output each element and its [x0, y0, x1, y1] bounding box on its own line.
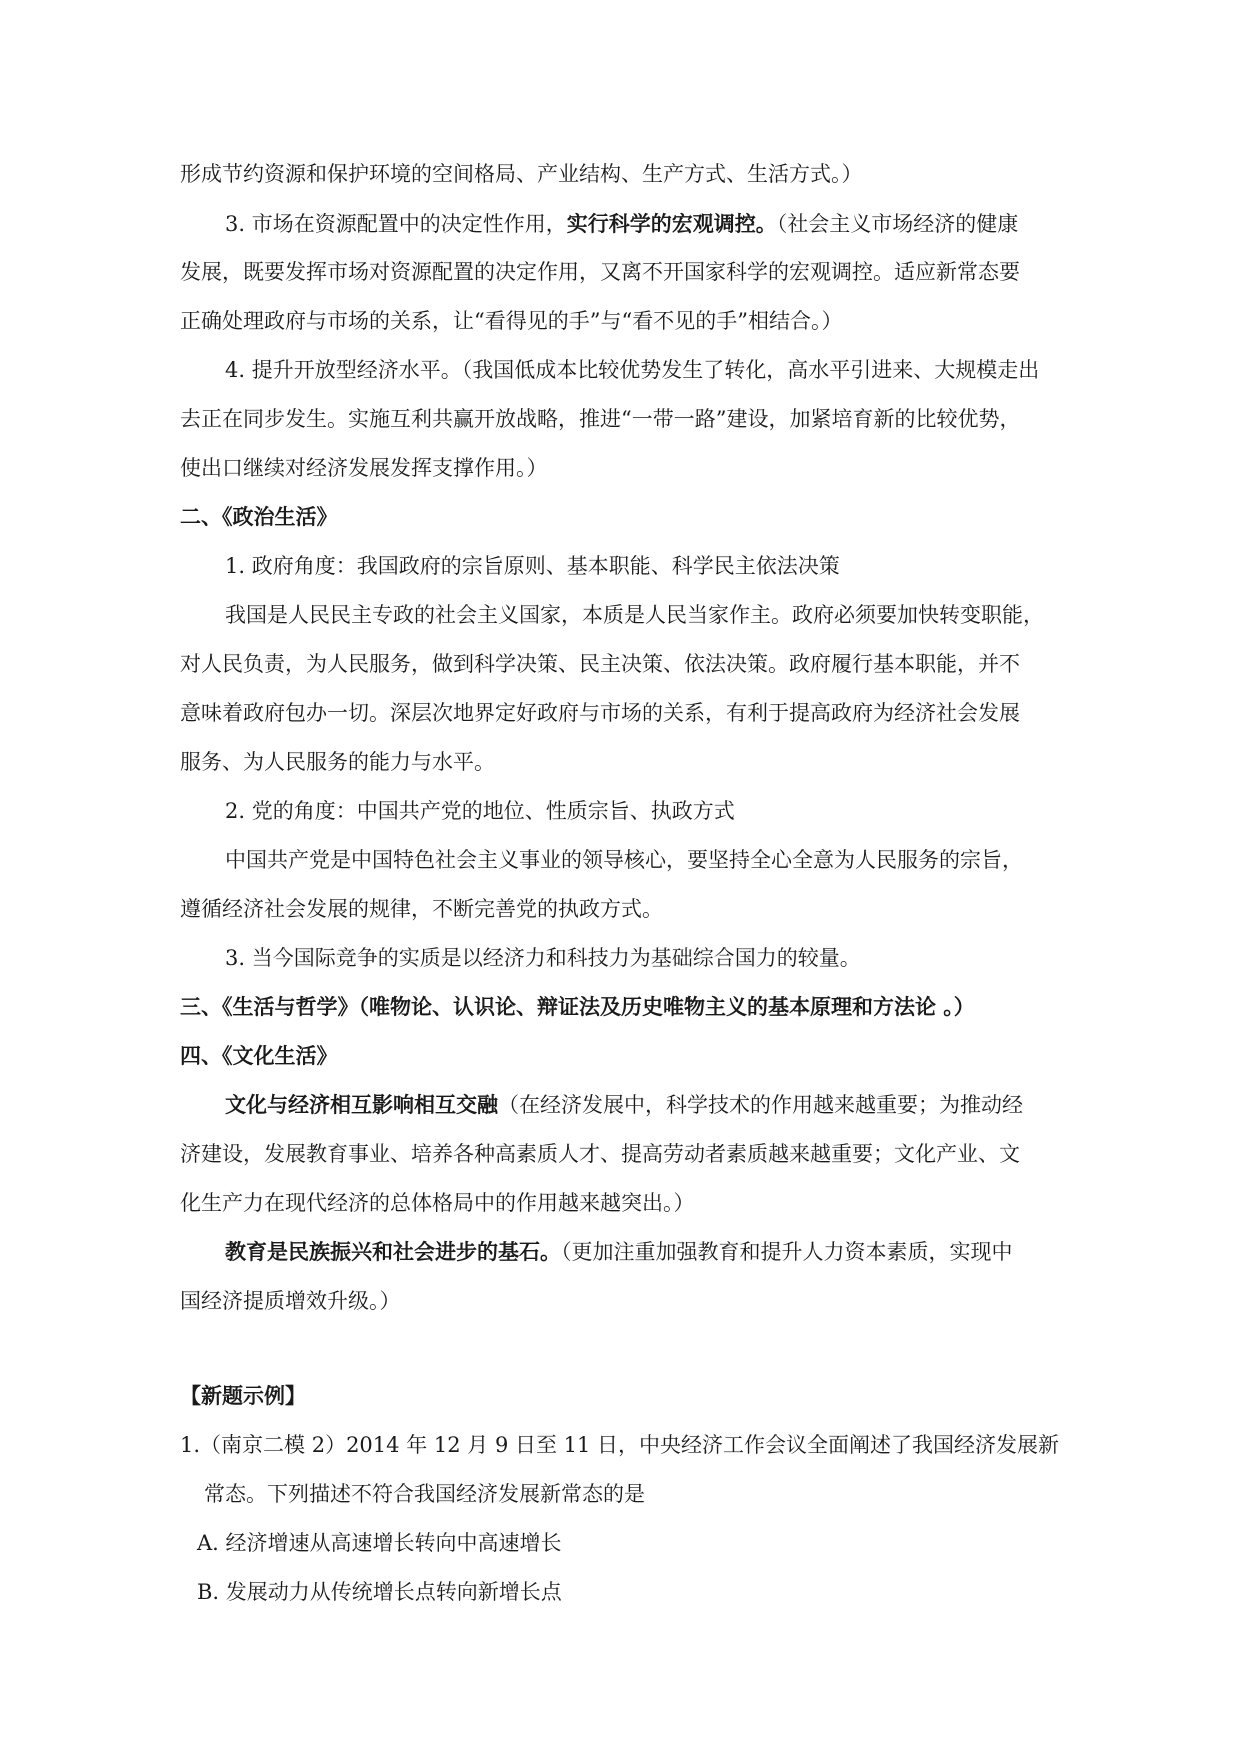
spacer: [180, 1326, 1070, 1372]
point-3-line-3: 正确处理政府与市场的关系，让“看得见的手”与“看不见的手”相结合。）: [180, 309, 843, 333]
point-3-line-2: 发展，既要发挥市场对资源配置的决定作用，又离不开国家科学的宏观调控。适应新常态要: [180, 260, 1020, 284]
culture-bold: 文化与经济相互影响相互交融: [225, 1093, 498, 1117]
culture-note: （在经济发展中，科学技术的作用越来越重要；为推动经: [498, 1093, 1023, 1117]
party-subheading: 2. 党的角度：中国共产党的地位、性质宗旨、执政方式: [225, 799, 735, 823]
point-4-line-2: 去正在同步发生。实施互利共赢开放战略，推进“一带一路”建设，加紧培育新的比较优势，: [180, 407, 1021, 431]
point-4-line-3: 使出口继续对经济发展发挥支撑作用。）: [180, 456, 548, 480]
government-body-line-2: 对人民负责，为人民服务，做到科学决策、民主决策、依法决策。政府履行基本职能，并不: [180, 652, 1020, 676]
section-3-heading: 三、《生活与哲学》（唯物论、认识论、辩证法及历史唯物主义的基本原理和方法论 。）: [180, 995, 975, 1019]
government-body-line-1: 我国是人民民主专政的社会主义国家，本质是人民当家作主。政府必须要加快转变职能，: [225, 603, 1044, 627]
education-line-2: 国经济提质增效升级。）: [180, 1289, 401, 1313]
government-subheading: 1. 政府角度：我国政府的宗旨原则、基本职能、科学民主依法决策: [225, 554, 840, 578]
point-3-text: 3. 市场在资源配置中的决定性作用，: [225, 212, 567, 236]
point-3-line-1: [180, 199, 1070, 248]
education-bold: 教育是民族振兴和社会进步的基石。: [225, 1240, 561, 1264]
section-2-heading: 二、《政治生活》: [180, 505, 338, 529]
question-1-line-2: 常态。下列描述不符合我国经济发展新常态的是: [204, 1482, 645, 1506]
culture-line-1: [180, 1081, 1070, 1130]
education-note: （更加注重加强教育和提升人力资本素质，实现中: [561, 1240, 1013, 1264]
option-b: B. 发展动力从传统增长点转向新增长点: [197, 1580, 562, 1604]
question-1-line-1: 1.（南京二模 2）2014 年 12 月 9 日至 11 日，中央经济工作会议全面阐述了我国经济发展新: [180, 1433, 1060, 1457]
examples-heading: 【新题示例】: [180, 1384, 306, 1408]
government-body-line-3: 意味着政府包办一切。深层次地界定好政府与市场的关系，有利于提高政府为经济社会发展: [180, 701, 1020, 725]
document-page: [180, 150, 1070, 1617]
continuation-line: 形成节约资源和保护环境的空间格局、产业结构、生产方式、生活方式。）: [180, 162, 863, 186]
culture-line-3: 化生产力在现代经济的总体格局中的作用越来越突出。）: [180, 1191, 695, 1215]
party-body-line-2: 遵循经济社会发展的规律，不断完善党的执政方式。: [180, 897, 663, 921]
section-4-heading: 四、《文化生活》: [180, 1044, 338, 1068]
point-3-bold: 实行科学的宏观调控。: [566, 211, 777, 236]
point-4-line-1: 4. 提升开放型经济水平。（我国低成本比较优势发生了转化，高水平引进来、大规模走出: [225, 358, 1040, 382]
culture-line-2: 济建设，发展教育事业、培养各种高素质人才、提高劳动者素质越来越重要；文化产业、文: [180, 1142, 1020, 1166]
education-line-1: [180, 1228, 1070, 1277]
option-a: A. 经济增速从高速增长转向中高速增长: [197, 1531, 562, 1555]
competition-point: 3. 当今国际竞争的实质是以经济力和科技力为基础综合国力的较量。: [225, 946, 861, 970]
point-3-note: （社会主义市场经济的健康: [776, 212, 1019, 236]
government-body-line-4: 服务、为人民服务的能力与水平。: [180, 750, 495, 774]
party-body-line-1: 中国共产党是中国特色社会主义事业的领导核心，要坚持全心全意为人民服务的宗旨，: [225, 848, 1023, 872]
